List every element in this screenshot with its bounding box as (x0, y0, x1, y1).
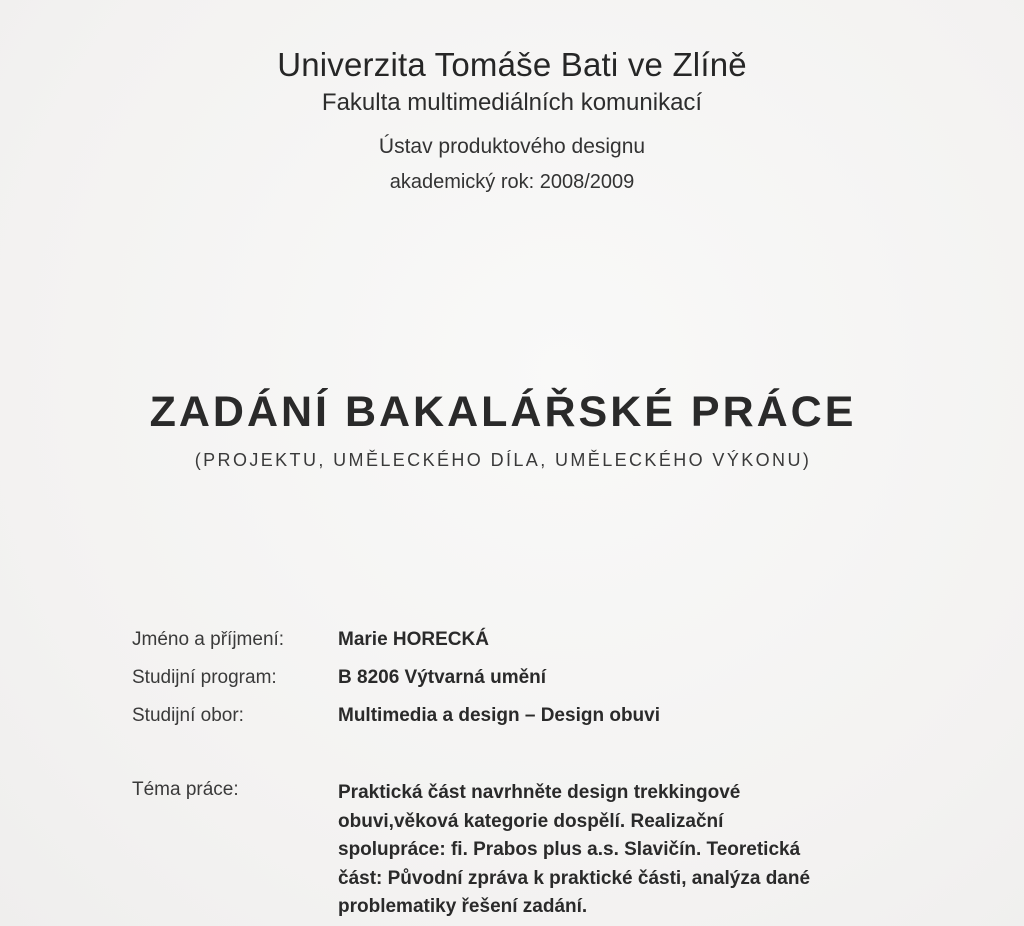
institute-name: Ústav produktového designu (378, 135, 646, 158)
topic-line: Praktická část navrhněte design trekkingové (338, 782, 741, 803)
program-label: Studijní program: (132, 667, 277, 688)
academic-year: akademický rok: 2008/2009 (389, 171, 635, 193)
field-value: Multimedia a design – Design obuvi (338, 705, 660, 726)
faculty-name: Fakulta multimediálních komunikací (321, 89, 703, 116)
topic-label: Téma práce: (132, 779, 239, 800)
field-label: Studijní obor: (132, 705, 244, 726)
name-value: Marie HORECKÁ (338, 629, 489, 650)
program-value: B 8206 Výtvarná umění (338, 667, 547, 688)
topic-line: obuvi,věková kategorie dospělí. Realizační (338, 810, 724, 832)
topic-line: spolupráce: fi. Prabos plus a.s. Slavičín. Teoretická (338, 839, 801, 860)
topic-value (338, 779, 878, 922)
document-title: ZADÁNÍ BAKALÁŘSKÉ PRÁCE (149, 388, 857, 436)
document-subtitle: (PROJEKTU, UMĚLECKÉHO DÍLA, UMĚLECKÉHO VÝKONU) (194, 450, 812, 470)
topic-line: část: Původní zpráva k praktické části, analýza dané (338, 867, 811, 889)
topic-line: problematiky řešení zadání. (338, 896, 588, 917)
name-label: Jméno a příjmení: (132, 629, 285, 650)
university-name: Univerzita Tomáše Bati ve Zlíně (277, 46, 747, 83)
